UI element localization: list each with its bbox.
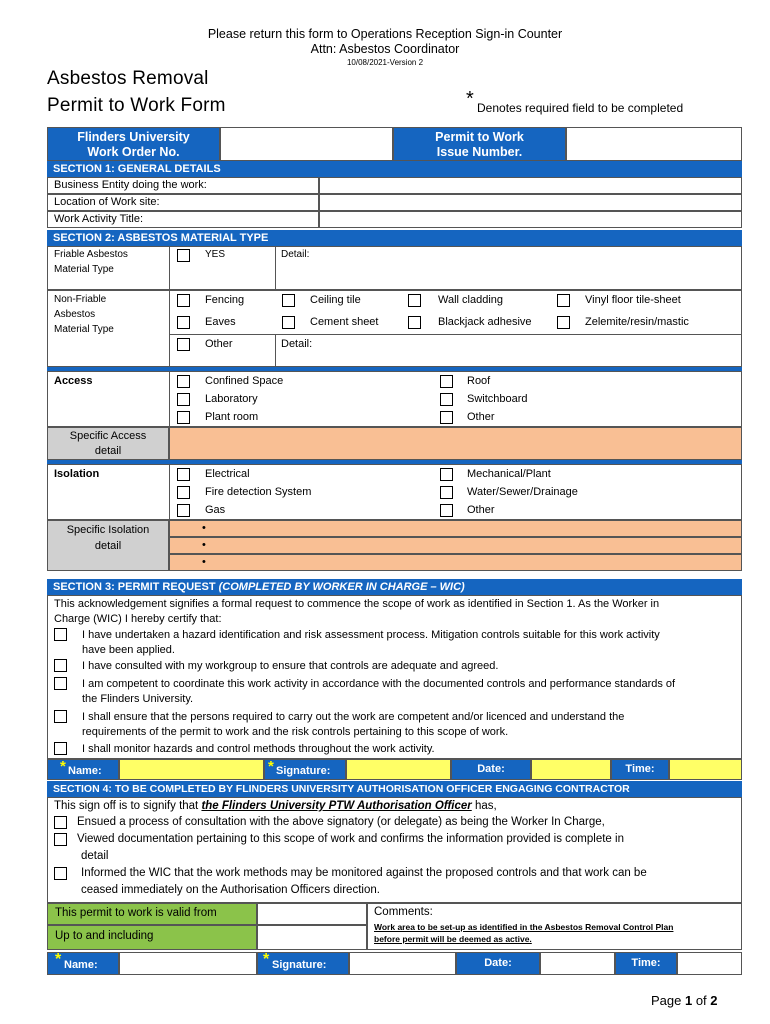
section3-title bbox=[47, 579, 742, 595]
divider bbox=[169, 371, 170, 427]
section2-title: SECTION 2: ASBESTOS MATERIAL TYPE bbox=[47, 230, 742, 246]
wic-name-label bbox=[47, 759, 119, 780]
officer-viewed-text-line1: Viewed documentation pertaining to this scope of work and confirms the information provided is complete in bbox=[77, 833, 624, 845]
officer-date-input[interactable] bbox=[540, 952, 615, 975]
cement-sheet-label: Cement sheet bbox=[310, 316, 379, 328]
bullet: • bbox=[202, 556, 206, 568]
officer-informed-checkbox[interactable] bbox=[54, 867, 67, 880]
bullet: • bbox=[202, 522, 206, 534]
section3-title-sub: (COMPLETED BY WORKER IN CHARGE – WIC) bbox=[218, 581, 465, 593]
cement-sheet-checkbox[interactable] bbox=[282, 316, 295, 329]
gas-checkbox[interactable] bbox=[177, 504, 190, 517]
page-total: 2 bbox=[710, 993, 718, 1008]
switchboard-checkbox[interactable] bbox=[440, 393, 453, 406]
fencing-label: Fencing bbox=[205, 294, 245, 306]
business-entity-label-cell bbox=[47, 177, 319, 194]
officer-informed-text-line2: ceased immediately on the Authorisation Officers direction. bbox=[81, 884, 380, 896]
officer-informed-text-line1: Informed the WIC that the work methods may be monitored against the proposed controls and that work can be bbox=[81, 867, 647, 879]
isolation-other-checkbox[interactable] bbox=[440, 504, 453, 517]
officer-date-label: Date: bbox=[456, 952, 540, 975]
wic-date-input[interactable] bbox=[531, 759, 611, 780]
page-of: of bbox=[692, 993, 711, 1008]
isolation-label: Isolation bbox=[54, 468, 100, 480]
wic-consulted-checkbox[interactable] bbox=[54, 659, 67, 672]
wic-hazard-checkbox[interactable] bbox=[54, 628, 67, 641]
valid-to-input[interactable] bbox=[257, 925, 367, 950]
nonfriable-detail-label: Detail: bbox=[281, 338, 313, 350]
comments-note-line1: Work area to be set-up as identified in the Asbestos Removal Control Plan bbox=[374, 922, 674, 932]
nonfriable-label-line2: Asbestos bbox=[54, 309, 96, 320]
officer-name-label-text: Name: bbox=[64, 959, 98, 971]
eaves-label: Eaves bbox=[205, 316, 236, 328]
divider bbox=[275, 334, 276, 367]
switchboard-label: Switchboard bbox=[467, 393, 528, 405]
business-entity-label: Business Entity doing the work: bbox=[54, 179, 207, 191]
section4-intro-c: has, bbox=[471, 800, 497, 812]
wic-name-input[interactable] bbox=[119, 759, 264, 780]
wic-persons-text-line1: I shall ensure that the persons required to carry out the work are competent and/or licenced and understand the bbox=[82, 711, 625, 723]
return-instruction: Please return this form to Operations Reception Sign-in Counter bbox=[207, 27, 563, 41]
comments-note-line2: before permit will be deemed as active. bbox=[374, 934, 532, 944]
nonfriable-other-label: Other bbox=[205, 338, 233, 350]
permit-number-label bbox=[393, 127, 566, 161]
required-star: * bbox=[268, 758, 274, 775]
specific-access-label bbox=[47, 427, 169, 460]
section3-intro-line2: Charge (WIC) I hereby certify that: bbox=[54, 613, 222, 625]
required-star: * bbox=[263, 951, 270, 968]
section1-title: SECTION 1: GENERAL DETAILS bbox=[47, 161, 742, 177]
required-star: * bbox=[60, 758, 66, 775]
permit-number-input[interactable] bbox=[566, 127, 742, 161]
friable-label-line2: Material Type bbox=[54, 264, 114, 275]
eaves-checkbox[interactable] bbox=[177, 316, 190, 329]
page-prefix: Page bbox=[651, 993, 685, 1008]
laboratory-label: Laboratory bbox=[205, 393, 258, 405]
confined-space-checkbox[interactable] bbox=[177, 375, 190, 388]
friable-yes-checkbox[interactable] bbox=[177, 249, 190, 262]
work-order-label-line1: Flinders University bbox=[77, 130, 190, 144]
officer-signature-input[interactable] bbox=[349, 952, 456, 975]
specific-isolation-label bbox=[47, 520, 169, 571]
officer-time-input[interactable] bbox=[677, 952, 742, 975]
officer-name-input[interactable] bbox=[119, 952, 257, 975]
wic-signature-label-text: Signature: bbox=[276, 765, 331, 777]
section4-intro-a: This sign off is to signify that bbox=[54, 800, 202, 812]
divider bbox=[169, 464, 170, 520]
vinyl-floor-label: Vinyl floor tile-sheet bbox=[585, 294, 681, 306]
required-star: * bbox=[466, 88, 474, 110]
confined-space-label: Confined Space bbox=[205, 375, 284, 387]
business-entity-input[interactable] bbox=[319, 177, 742, 194]
blackjack-checkbox[interactable] bbox=[408, 316, 421, 329]
bullet: • bbox=[202, 539, 206, 551]
page-number: 1 bbox=[684, 993, 693, 1008]
zelemite-label: Zelemite/resin/mastic bbox=[585, 316, 689, 328]
work-order-input[interactable] bbox=[220, 127, 393, 161]
wic-monitor-checkbox[interactable] bbox=[54, 742, 67, 755]
wic-hazard-text-line1: I have undertaken a hazard identification and risk assessment process. Mitigation controls suitable for this work activity bbox=[82, 629, 660, 641]
divider bbox=[275, 246, 276, 290]
section4-intro bbox=[54, 800, 497, 812]
officer-signature-label-text: Signature: bbox=[272, 959, 327, 971]
attn-line: Attn: Asbestos Coordinator bbox=[310, 42, 460, 56]
gas-label: Gas bbox=[205, 504, 226, 516]
roof-label: Roof bbox=[467, 375, 491, 387]
location-label-cell bbox=[47, 194, 319, 211]
wic-date-label: Date: bbox=[451, 759, 531, 780]
plant-room-label: Plant room bbox=[205, 411, 259, 423]
fire-detection-checkbox[interactable] bbox=[177, 486, 190, 499]
section4-intro-officer: the Flinders University PTW Authorisation Officer bbox=[201, 800, 472, 812]
wic-competent-text-line2: the Flinders University. bbox=[82, 693, 194, 705]
specific-isolation-label-line2: detail bbox=[94, 540, 122, 552]
specific-isolation-label-line1: Specific Isolation bbox=[66, 524, 150, 536]
comments-box[interactable] bbox=[367, 903, 742, 950]
page-indicator bbox=[651, 993, 718, 1008]
required-star: * bbox=[55, 951, 62, 968]
wic-hazard-text-line2: have been applied. bbox=[82, 644, 175, 656]
officer-viewed-checkbox[interactable] bbox=[54, 833, 67, 846]
permit-number-label-line2: Issue Number. bbox=[436, 145, 523, 159]
mechanical-label: Mechanical/Plant bbox=[467, 468, 551, 480]
isolation-detail-line-1[interactable] bbox=[169, 520, 742, 537]
isolation-other-label: Other bbox=[467, 504, 495, 516]
activity-title-label-cell bbox=[47, 211, 319, 228]
version-label: 10/08/2021-Version 2 bbox=[346, 58, 424, 67]
friable-yes-label: YES bbox=[205, 249, 226, 260]
form-title-line1: Asbestos Removal bbox=[47, 68, 209, 89]
permit-number-label-line1: Permit to Work bbox=[435, 130, 524, 144]
officer-consultation-text: Ensued a process of consultation with the above signatory (or delegate) as being the Worker In Charge, bbox=[77, 816, 605, 828]
wall-cladding-checkbox[interactable] bbox=[408, 294, 421, 307]
isolation-row bbox=[47, 464, 742, 520]
officer-signature-label bbox=[257, 952, 349, 975]
nonfriable-other-checkbox[interactable] bbox=[177, 338, 190, 351]
fencing-checkbox[interactable] bbox=[177, 294, 190, 307]
wic-persons-checkbox[interactable] bbox=[54, 710, 67, 723]
specific-access-label-line1: Specific Access bbox=[69, 430, 147, 442]
friable-label-line1: Friable Asbestos bbox=[54, 249, 128, 260]
wic-time-input[interactable] bbox=[669, 759, 742, 780]
location-input[interactable] bbox=[319, 194, 742, 211]
nonfriable-label-line3: Material Type bbox=[54, 324, 114, 335]
activity-title-input[interactable] bbox=[319, 211, 742, 228]
specific-access-input[interactable] bbox=[169, 427, 742, 460]
water-sewer-label: Water/Sewer/Drainage bbox=[467, 486, 578, 498]
officer-consultation-checkbox[interactable] bbox=[54, 816, 67, 829]
access-row bbox=[47, 371, 742, 427]
divider bbox=[169, 334, 742, 335]
activity-title-label: Work Activity Title: bbox=[54, 213, 144, 225]
officer-name-label bbox=[47, 952, 119, 975]
vinyl-floor-checkbox[interactable] bbox=[557, 294, 570, 307]
wic-name-label-text: Name: bbox=[68, 765, 102, 777]
work-order-label-line2: Work Order No. bbox=[87, 145, 180, 159]
wic-time-label: Time: bbox=[611, 759, 669, 780]
section4-title: SECTION 4: TO BE COMPLETED BY FLINDERS UNIVERSITY AUTHORISATION OFFICER ENGAGING CONTRACTOR bbox=[47, 781, 742, 797]
valid-to-label-cell bbox=[47, 925, 257, 950]
friable-row bbox=[47, 246, 742, 290]
fire-detection-label: Fire detection System bbox=[205, 486, 312, 498]
access-label: Access bbox=[54, 375, 93, 387]
wic-competent-text-line1: I am competent to coordinate this work activity in accordance with the documented controls and performance standards of bbox=[82, 678, 676, 690]
required-note: Denotes required field to be completed bbox=[477, 101, 684, 115]
form-title-line2: Permit to Work Form bbox=[47, 95, 226, 116]
valid-from-label-cell bbox=[47, 903, 257, 925]
wic-persons-text-line2: requirements of the permit to work and the risk controls pertaining to this scope of work. bbox=[82, 726, 509, 738]
wic-consulted-text: I have consulted with my workgroup to ensure that controls are adequate and agreed. bbox=[82, 660, 499, 672]
wic-monitor-text: I shall monitor hazards and control methods throughout the work activity. bbox=[82, 743, 435, 755]
section3-intro-line1: This acknowledgement signifies a formal request to commence the scope of work as identified in Section 1. As the Worker in bbox=[54, 598, 660, 610]
ceiling-tile-label: Ceiling tile bbox=[310, 294, 361, 306]
electrical-checkbox[interactable] bbox=[177, 468, 190, 481]
friable-detail-label: Detail: bbox=[281, 249, 310, 260]
specific-access-label-line2: detail bbox=[94, 445, 122, 457]
wic-signature-label bbox=[264, 759, 346, 780]
ceiling-tile-checkbox[interactable] bbox=[282, 294, 295, 307]
officer-time-label: Time: bbox=[615, 952, 677, 975]
isolation-detail-line-3[interactable] bbox=[169, 554, 742, 571]
zelemite-checkbox[interactable] bbox=[557, 316, 570, 329]
nonfriable-label-line1: Non-Friable bbox=[54, 294, 107, 305]
valid-from-input[interactable] bbox=[257, 903, 367, 925]
valid-to-label: Up to and including bbox=[55, 930, 154, 942]
wic-signature-input[interactable] bbox=[346, 759, 451, 780]
laboratory-checkbox[interactable] bbox=[177, 393, 190, 406]
work-order-label bbox=[47, 127, 220, 161]
valid-from-label: This permit to work is valid from bbox=[55, 907, 217, 919]
electrical-label: Electrical bbox=[205, 468, 250, 480]
section3-title-main: SECTION 3: PERMIT REQUEST bbox=[53, 581, 219, 593]
isolation-detail-line-2[interactable] bbox=[169, 537, 742, 554]
water-sewer-checkbox[interactable] bbox=[440, 486, 453, 499]
wic-competent-checkbox[interactable] bbox=[54, 677, 67, 690]
roof-checkbox[interactable] bbox=[440, 375, 453, 388]
wall-cladding-label: Wall cladding bbox=[438, 294, 504, 306]
plant-room-checkbox[interactable] bbox=[177, 411, 190, 424]
mechanical-checkbox[interactable] bbox=[440, 468, 453, 481]
comments-label: Comments: bbox=[374, 906, 433, 918]
officer-viewed-text-line2: detail bbox=[81, 850, 109, 862]
access-other-checkbox[interactable] bbox=[440, 411, 453, 424]
location-label: Location of Work site: bbox=[54, 196, 160, 208]
blackjack-label: Blackjack adhesive bbox=[438, 316, 532, 328]
access-other-label: Other bbox=[467, 411, 495, 423]
